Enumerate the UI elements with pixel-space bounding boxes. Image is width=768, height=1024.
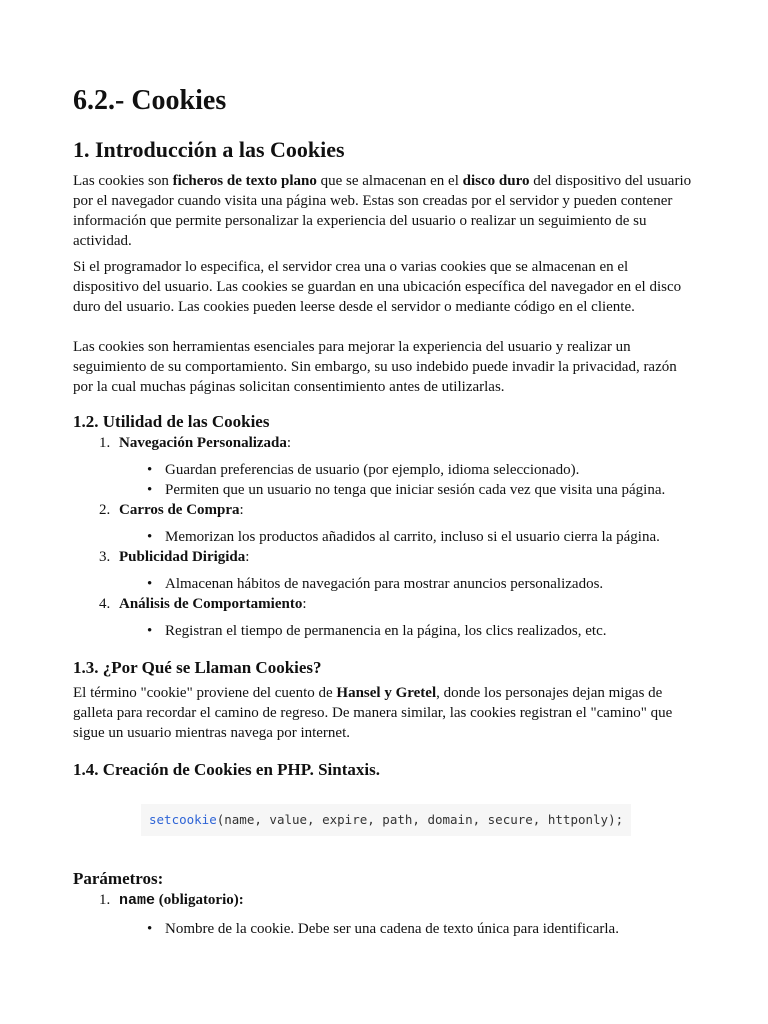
param-qualifier: (obligatorio): — [155, 892, 244, 908]
list-item-title: Carros de Compra — [119, 502, 240, 518]
document-content — [73, 82, 695, 939]
text-run: que se almacenan en el — [316, 173, 463, 189]
section-heading-parametros: Parámetros: — [73, 869, 164, 888]
code-function-name: setcookie — [149, 812, 217, 827]
list-item-suffix: : — [302, 596, 307, 612]
intro-paragraph-1 — [73, 171, 695, 251]
porque-paragraph — [73, 683, 695, 743]
list-number: 4. — [99, 596, 111, 612]
list-item-title: Navegación Personalizada — [119, 435, 287, 451]
section-heading-porque: 1.3. ¿Por Qué se Llaman Cookies? — [73, 658, 322, 677]
code-arguments: (name, value, expire, path, domain, secure, httponly); — [216, 812, 624, 827]
parametros-list — [73, 890, 695, 939]
list-item-suffix: : — [286, 435, 292, 451]
code-block — [141, 804, 631, 836]
bullet-item: • Registran el tiempo de permanencia en la página, los clics realizados, etc. — [119, 621, 695, 641]
list-number: 1. — [99, 435, 111, 451]
bullet-list — [119, 621, 695, 641]
bullet-list — [119, 460, 695, 500]
list-item-title: Publicidad Dirigida — [119, 549, 246, 565]
list-item — [73, 594, 695, 641]
bullet-item: • Memorizan los productos añadidos al carrito, incluso si el usuario cierra la página. — [119, 527, 695, 547]
bullet-item: • Permiten que un usuario no tenga que iniciar sesión cada vez que visita una página. — [119, 480, 695, 500]
list-number: 2. — [99, 502, 111, 518]
list-number: 3. — [99, 549, 111, 565]
intro-paragraph-3: Las cookies son herramientas esenciales para mejorar la experiencia del usuario y realizar un seguimiento de su comportamiento. Sin embargo, su uso indebido puede invadir la privacidad, razón por la cual muchas páginas solicitan consentimiento antes de utilizarlas. — [73, 339, 677, 395]
bullet-list — [119, 574, 695, 594]
intro-paragraph-2: Si el programador lo especifica, el servidor crea una o varias cookies que se almacenan en el dispositivo del usuario. Las cookies se guardan en una ubicación específica del navegador en el disco duro del usuario. Las cookies pueden leerse desde el servidor o mediante código en el cliente. — [73, 259, 682, 315]
list-item-title: Análisis de Comportamiento — [119, 596, 303, 612]
list-number: 1. — [99, 892, 111, 908]
param-name: name — [119, 892, 156, 909]
list-item — [73, 890, 695, 939]
text-run: del dispositivo del usuario por el navegador cuando visita una página web. Estas son creadas por el servidor y pueden contener información que permite personalizar la experiencia del usuario o realizar un seguimiento de su actividad. — [73, 173, 692, 249]
bullet-list — [119, 919, 695, 939]
list-item-suffix: : — [239, 502, 244, 518]
section-heading-creacion: 1.4. Creación de Cookies en PHP. Sintaxis. — [73, 760, 380, 779]
section-heading-utilidad: 1.2. Utilidad de las Cookies — [73, 412, 270, 431]
text-run: , donde los personajes dejan migas de galleta para recordar el camino de regreso. De manera similar, las cookies registran el "camino" que sigue un usuario mientras navega por internet. — [73, 685, 673, 741]
bullet-list — [119, 527, 695, 547]
bold-term: ficheros de texto plano — [172, 173, 317, 189]
code-block-wrapper — [141, 804, 695, 836]
list-item — [73, 547, 695, 594]
bold-term: disco duro — [462, 173, 530, 189]
bullet-item: • Guardan preferencias de usuario (por ejemplo, idioma seleccionado). — [119, 460, 695, 480]
list-item-suffix: : — [245, 549, 250, 565]
page-title: 6.2.- Cookies — [73, 85, 227, 116]
bold-term: Hansel y Gretel — [336, 685, 437, 701]
text-run: El término "cookie" proviene del cuento de — [73, 685, 337, 701]
text-run: Las cookies son — [73, 173, 173, 189]
bullet-item: • Almacenan hábitos de navegación para mostrar anuncios personalizados. — [119, 574, 695, 594]
list-item — [73, 500, 695, 547]
bullet-item: • Nombre de la cookie. Debe ser una cadena de texto única para identificarla. — [119, 919, 695, 939]
utilidad-list — [73, 433, 695, 641]
section-heading-intro: 1. Introducción a las Cookies — [73, 137, 345, 162]
list-item — [73, 433, 695, 500]
